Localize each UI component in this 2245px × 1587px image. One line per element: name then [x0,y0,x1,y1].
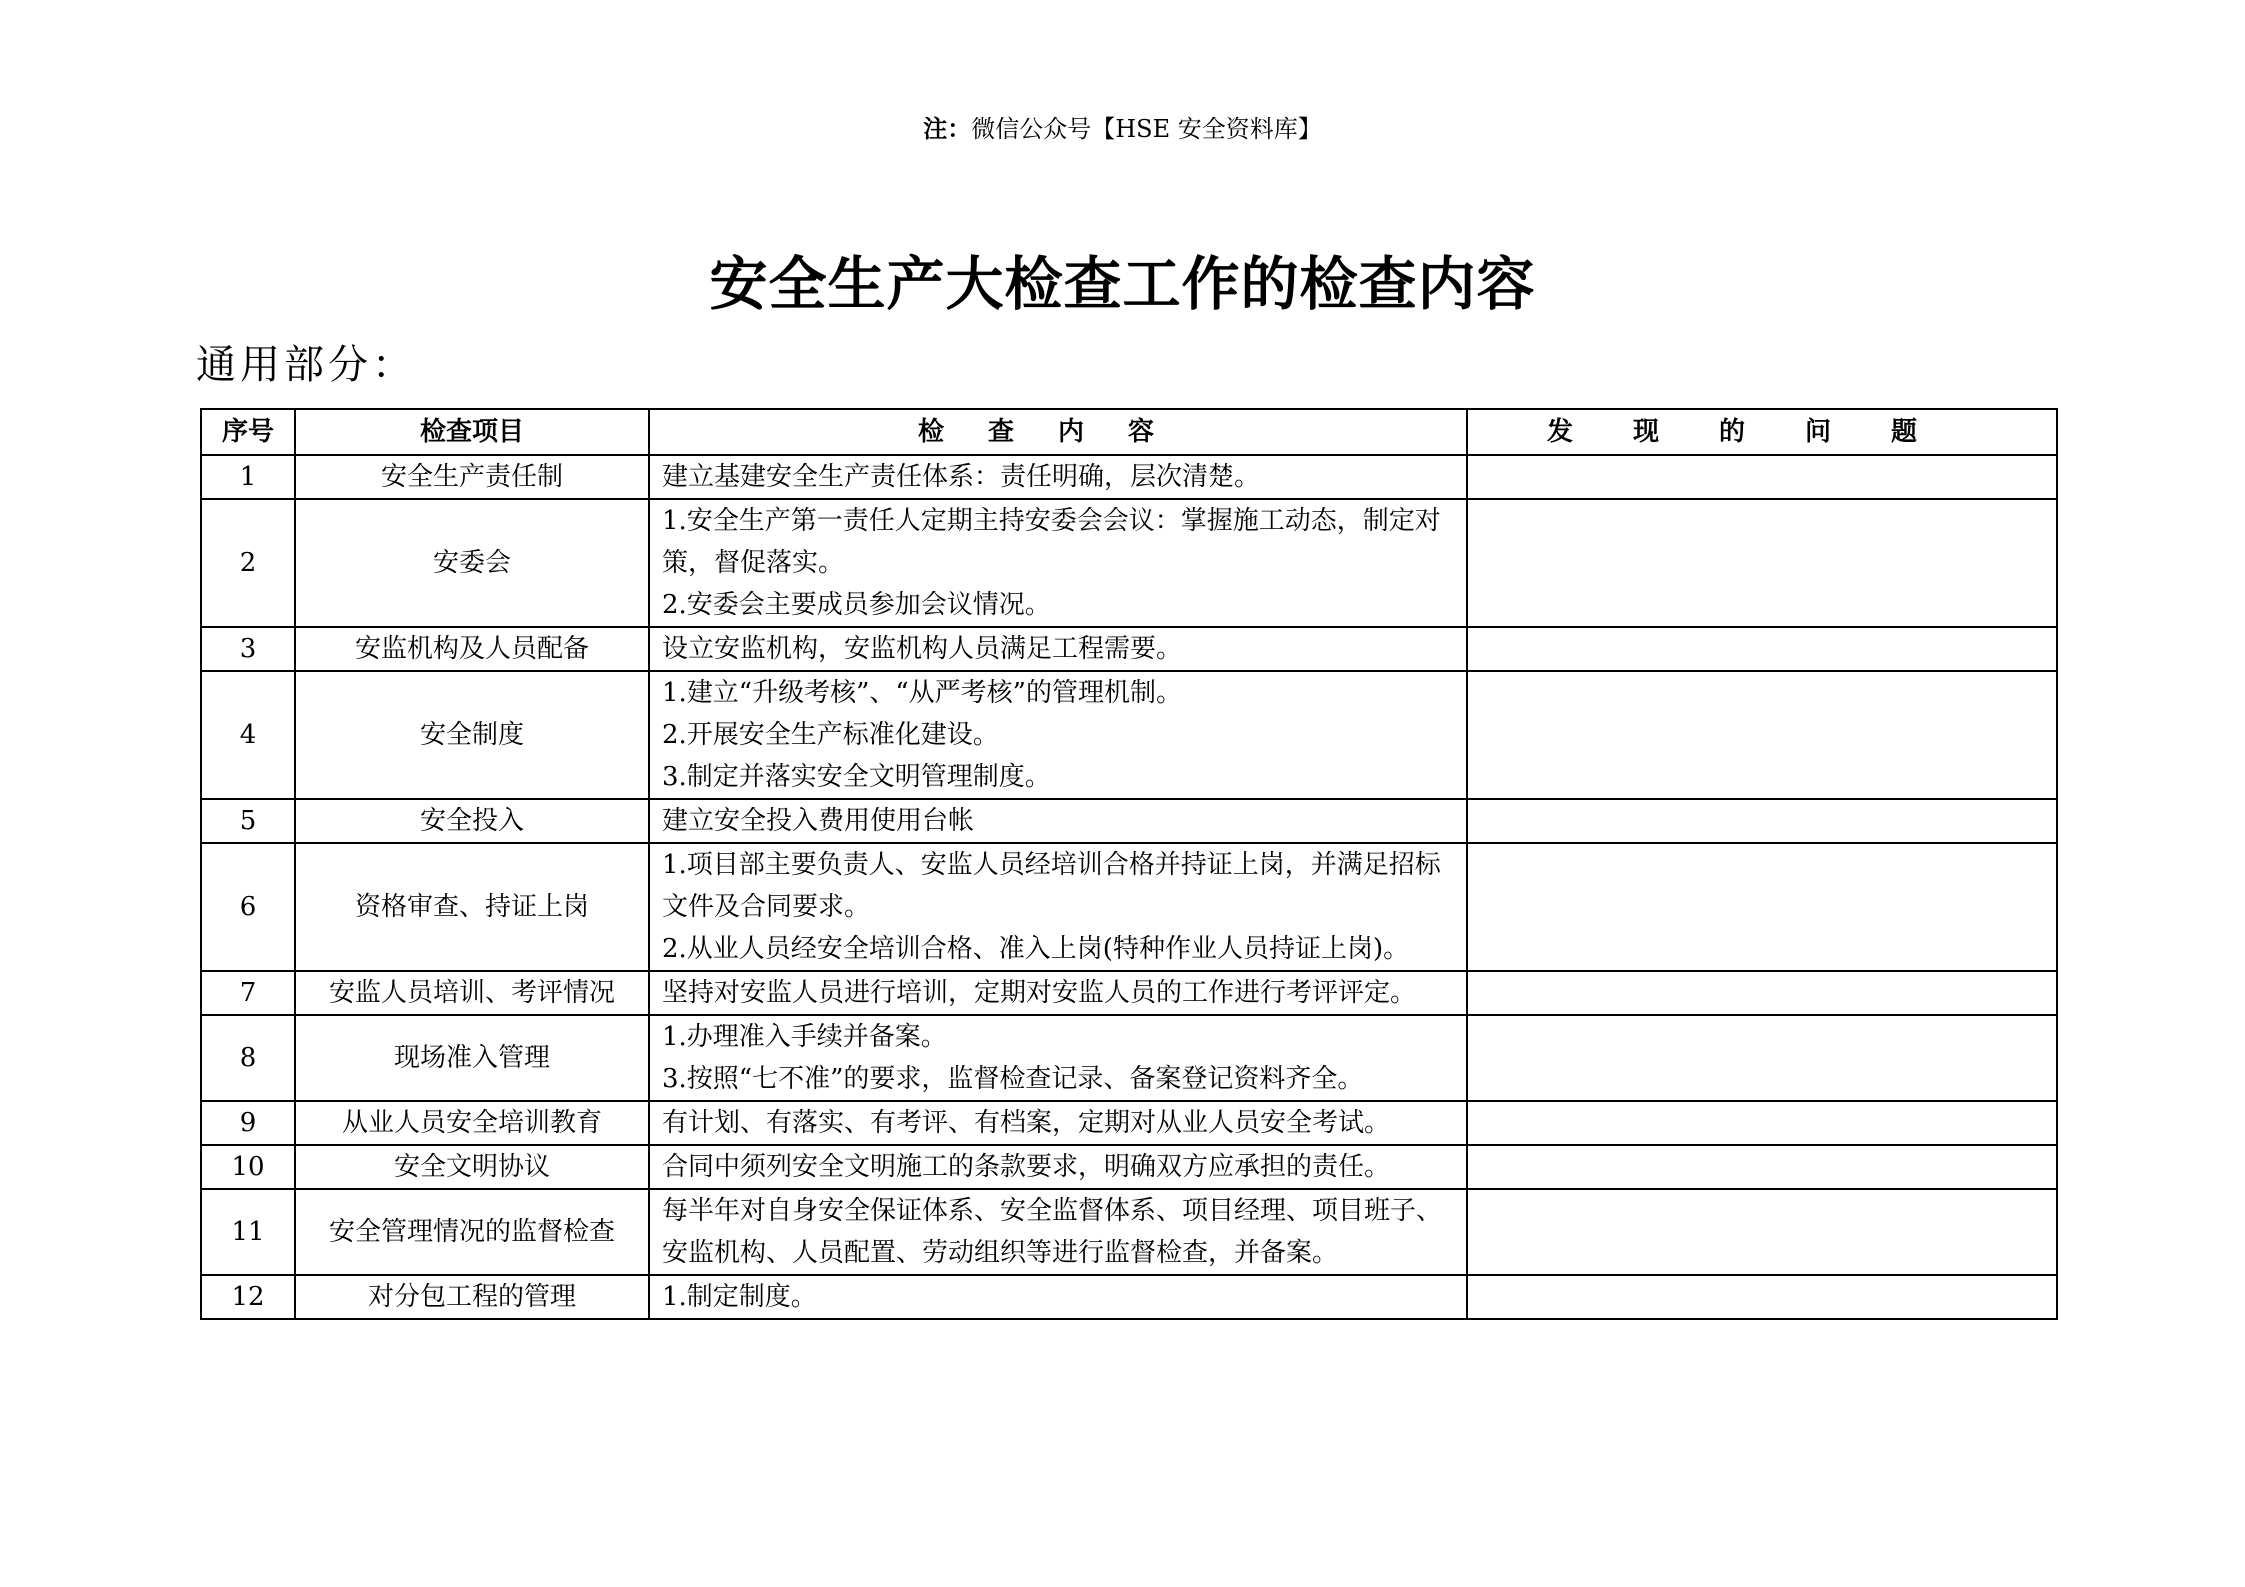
row-number: 9 [201,1101,295,1145]
table-row [201,1145,2057,1189]
check-content [649,627,1467,671]
header-item: 检查项目 [295,409,649,455]
table-row [201,1101,2057,1145]
header-issues: 发现的问题 [1467,409,2057,455]
header-note-prefix: 注： [923,114,972,143]
row-number: 1 [201,455,295,499]
row-number: 5 [201,799,295,843]
table-header-row [201,409,2057,455]
issues-cell[interactable] [1467,843,2057,971]
check-content [649,1101,1467,1145]
row-number: 10 [201,1145,295,1189]
content-line: 3.制定并落实安全文明管理制度。 [662,762,1051,792]
content-line: 建立基建安全生产责任体系：责任明确，层次清楚。 [662,462,1261,492]
row-number: 6 [201,843,295,971]
content-line: 2.开展安全生产标准化建设。 [662,720,999,750]
content-line: 2.安委会主要成员参加会议情况。 [662,590,1051,620]
issues-cell[interactable] [1467,1145,2057,1189]
issues-cell[interactable] [1467,1275,2057,1319]
check-content [649,1275,1467,1319]
issues-cell[interactable] [1467,499,2057,627]
header-note-text: 微信公众号【HSE 安全资料库】 [971,115,1322,143]
row-number: 8 [201,1015,295,1101]
table-row [201,971,2057,1015]
content-line: 3.按照“七不准”的要求，监督检查记录、备案登记资料齐全。 [662,1064,1364,1094]
content-line: 有计划、有落实、有考评、有档案，定期对从业人员安全考试。 [662,1108,1391,1138]
header-note [0,112,2245,146]
page-title: 安全生产大检查工作的检查内容 [709,250,1536,318]
table-row [201,1275,2057,1319]
content-line: 1.建立“升级考核”、“从严考核”的管理机制。 [662,678,1182,708]
check-item: 安委会 [295,499,649,627]
check-content [649,499,1467,627]
check-content [649,843,1467,971]
table-row [201,627,2057,671]
issues-cell[interactable] [1467,1189,2057,1275]
section-subtitle: 通用部分： [196,342,416,388]
header-content: 检查内容 [649,409,1467,455]
content-line: 1.项目部主要负责人、安监人员经培训合格并持证上岗，并满足招标文件及合同要求。 [662,850,1441,922]
row-number: 4 [201,671,295,799]
content-line: 建立安全投入费用使用台帐 [662,806,975,836]
issues-cell[interactable] [1467,627,2057,671]
header-no: 序号 [201,409,295,455]
check-content [649,1145,1467,1189]
check-item: 安全生产责任制 [295,455,649,499]
check-item: 安全制度 [295,671,649,799]
issues-cell[interactable] [1467,1015,2057,1101]
content-line: 1.办理准入手续并备案。 [662,1022,947,1052]
issues-cell[interactable] [1467,971,2057,1015]
check-item: 对分包工程的管理 [295,1275,649,1319]
table-row [201,499,2057,627]
check-content [649,1015,1467,1101]
content-line: 坚持对安监人员进行培训，定期对安监人员的工作进行考评评定。 [662,978,1417,1008]
issues-cell[interactable] [1467,455,2057,499]
check-content [649,799,1467,843]
inspection-table [200,408,2058,1320]
row-number: 7 [201,971,295,1015]
check-item: 安监机构及人员配备 [295,627,649,671]
content-line: 设立安监机构，安监机构人员满足工程需要。 [662,634,1183,664]
table-body [201,455,2057,1319]
row-number: 3 [201,627,295,671]
table-row [201,1189,2057,1275]
check-content [649,1189,1467,1275]
check-item: 安全投入 [295,799,649,843]
check-item: 安监人员培训、考评情况 [295,971,649,1015]
table-row [201,671,2057,799]
issues-cell[interactable] [1467,671,2057,799]
content-line: 1.制定制度。 [662,1282,817,1312]
row-number: 2 [201,499,295,627]
row-number: 12 [201,1275,295,1319]
table-row [201,843,2057,971]
row-number: 11 [201,1189,295,1275]
check-content [649,971,1467,1015]
check-item: 安全文明协议 [295,1145,649,1189]
table-row [201,1015,2057,1101]
check-item: 从业人员安全培训教育 [295,1101,649,1145]
check-item: 资格审查、持证上岗 [295,843,649,971]
issues-cell[interactable] [1467,1101,2057,1145]
content-line: 每半年对自身安全保证体系、安全监督体系、项目经理、项目班子、安监机构、人员配置、劳动组织等进行监督检查，并备案。 [662,1196,1443,1268]
check-item: 现场准入管理 [295,1015,649,1101]
check-item: 安全管理情况的监督检查 [295,1189,649,1275]
table-row [201,455,2057,499]
check-content [649,455,1467,499]
issues-cell[interactable] [1467,799,2057,843]
content-line: 2.从业人员经安全培训合格、准入上岗(特种作业人员持证上岗)。 [662,934,1410,964]
content-line: 合同中须列安全文明施工的条款要求，明确双方应承担的责任。 [662,1152,1391,1182]
content-line: 1.安全生产第一责任人定期主持安委会会议：掌握施工动态，制定对策，督促落实。 [662,506,1441,578]
table-row [201,799,2057,843]
check-content [649,671,1467,799]
